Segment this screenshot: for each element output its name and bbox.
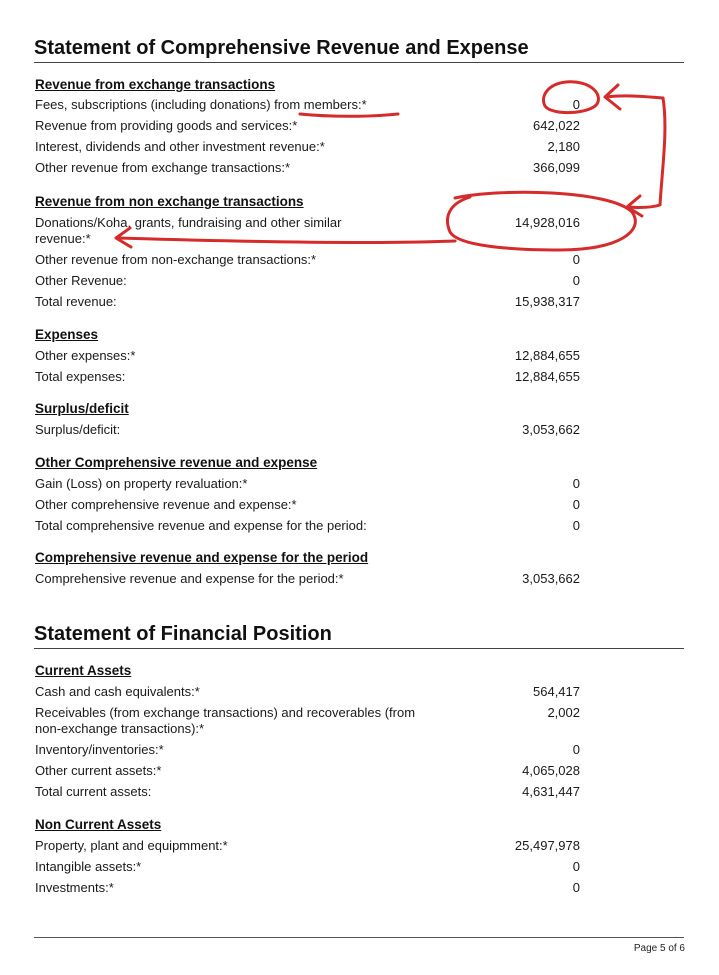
footer-divider xyxy=(34,937,684,938)
row-label: Comprehensive revenue and expense for the period:* xyxy=(35,571,344,586)
section-heading-expenses: Expenses xyxy=(35,327,99,342)
row-label: Investments:* xyxy=(35,880,114,895)
row-value: 12,884,655 xyxy=(514,369,580,384)
row-label: Total current assets: xyxy=(35,784,152,799)
row-value: 2,002 xyxy=(547,705,580,720)
section-heading-current-assets: Current Assets xyxy=(35,663,132,678)
row-value: 12,884,655 xyxy=(514,348,580,363)
row-value: 642,022 xyxy=(533,118,580,133)
annotation-circle-zero xyxy=(544,82,599,113)
row-label: Cash and cash equivalents:* xyxy=(35,684,200,699)
row-label: Inventory/inventories:* xyxy=(35,742,164,757)
row-label: Interest, dividends and other investment revenue:* xyxy=(35,139,325,154)
row-value: 0 xyxy=(572,859,580,874)
row-value: 366,099 xyxy=(533,160,580,175)
section-heading-comprehensive-period: Comprehensive revenue and expense for the period xyxy=(35,550,369,565)
annotation-arrowhead-zero xyxy=(605,85,620,109)
annotation-underline xyxy=(300,114,398,116)
row-value: 0 xyxy=(572,518,580,533)
row-label: Gain (Loss) on property revaluation:* xyxy=(35,476,248,491)
row-label: Other revenue from exchange transactions:* xyxy=(35,160,291,175)
row-value: 3,053,662 xyxy=(522,571,580,586)
page-title-financial-position: Statement of Financial Position xyxy=(34,622,684,649)
section-heading-surplus: Surplus/deficit xyxy=(35,401,129,416)
row-label: Property, plant and equipmment:* xyxy=(35,838,228,853)
row-label: Intangible assets:* xyxy=(35,859,142,874)
row-label: Other expenses:* xyxy=(35,348,136,363)
row-label: Other comprehensive revenue and expense:* xyxy=(35,497,297,512)
row-value: 0 xyxy=(572,476,580,491)
section-heading-nonexchange-revenue: Revenue from non exchange transactions xyxy=(35,194,304,209)
row-label: Fees, subscriptions (including donations) from members:* xyxy=(35,97,367,112)
row-label: Total comprehensive revenue and expense for the period: xyxy=(35,518,367,533)
page-number: Page 5 of 6 xyxy=(633,943,685,954)
row-value: 0 xyxy=(572,497,580,512)
row-label: Other Revenue: xyxy=(35,273,127,288)
row-value: 0 xyxy=(572,97,580,112)
row-label: Total revenue: xyxy=(35,294,117,309)
row-value: 0 xyxy=(572,252,580,267)
annotation-arrow-to-zero xyxy=(606,96,663,98)
section-heading-exchange-revenue: Revenue from exchange transactions xyxy=(35,77,276,92)
row-value: 0 xyxy=(572,742,580,757)
row-value: 14,928,016 xyxy=(514,215,580,230)
row-value: 3,053,662 xyxy=(522,422,580,437)
row-value: 25,497,978 xyxy=(514,838,580,853)
row-label: Total expenses: xyxy=(35,369,126,384)
section-heading-other-comprehensive: Other Comprehensive revenue and expense xyxy=(35,455,318,470)
row-label: Revenue from providing goods and services:* xyxy=(35,118,298,133)
section-heading-noncurrent-assets: Non Current Assets xyxy=(35,817,162,832)
row-value: 15,938,317 xyxy=(514,294,580,309)
row-value: 0 xyxy=(572,273,580,288)
row-value: 2,180 xyxy=(547,139,580,154)
row-label: Other current assets:* xyxy=(35,763,162,778)
annotation-arrowhead-bracket xyxy=(627,196,642,216)
row-value: 4,631,447 xyxy=(522,784,580,799)
row-label: Donations/Koha, grants, fundraising and other similar revenue:* xyxy=(35,215,342,246)
row-value: 564,417 xyxy=(533,684,580,699)
row-label: Surplus/deficit: xyxy=(35,422,121,437)
row-label: Other revenue from non-exchange transactions:* xyxy=(35,252,317,267)
row-value: 0 xyxy=(572,880,580,895)
row-value: 4,065,028 xyxy=(522,763,580,778)
row-label: Receivables (from exchange transactions) and recoverables (from non-exchange transactions):* xyxy=(35,705,416,736)
page-title-comprehensive-revenue: Statement of Comprehensive Revenue and Expense xyxy=(34,36,684,63)
annotation-bracket xyxy=(628,98,665,208)
